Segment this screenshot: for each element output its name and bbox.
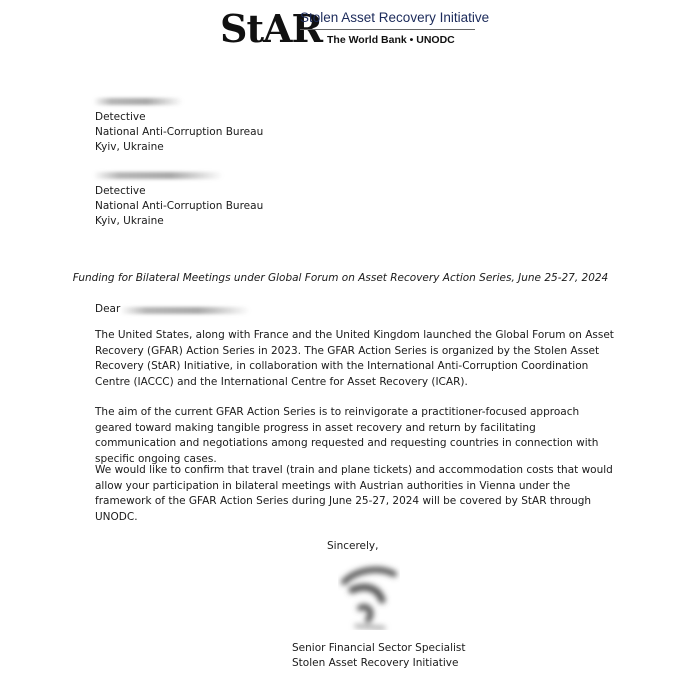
redacted-name-2 (93, 172, 223, 179)
recipient-block-2 (95, 184, 263, 229)
recipient-org: National Anti-Corruption Bureau (95, 126, 264, 138)
recipient-location: Kyiv, Ukraine (95, 215, 164, 227)
recipient-block-1 (95, 110, 263, 155)
org-name: Stolen Asset Recovery Initiative (300, 10, 490, 25)
letter-subject: Funding for Bilateral Meetings under Global Forum on Asset Recovery Action Series, June 25-27, 2024 (72, 272, 609, 284)
partner-orgs: The World Bank • UNODC (327, 34, 455, 46)
recipient-title: Detective (95, 185, 146, 197)
recipient-title: Detective (95, 111, 146, 123)
recipient-location: Kyiv, Ukraine (95, 141, 164, 153)
signer-title: Senior Financial Sector Specialist (292, 642, 466, 654)
recipient-org: National Anti-Corruption Bureau (95, 200, 264, 212)
blurred-signature (338, 560, 400, 630)
star-logo: StAR (220, 6, 323, 51)
letterhead (220, 6, 490, 56)
signer-block (292, 641, 466, 671)
closing: Sincerely, (327, 540, 379, 552)
body-paragraph: We would like to confirm that travel (train and plane tickets) and accommodation costs that would allow your participation in bilateral meetings with Austrian authorities in Vienna under the framework of the GFAR Action Series during June 25-27, 2024 will be covered by StAR through UNODC. (95, 464, 613, 523)
body-paragraph: The United States, along with France and the United Kingdom launched the Global Forum on Asset Recovery (GFAR) Action Series in 2023. The GFAR Action Series is organized by the Stolen Asset Recovery (StAR) Initiative, in collaboration with the International Anti-Corruption Coordination Centre (IACCC) and the International Centre for Asset Recovery (ICAR). (95, 329, 614, 388)
redacted-salutation-name (120, 307, 250, 314)
salutation: Dear (95, 303, 121, 315)
redacted-name-1 (93, 98, 183, 105)
signer-org: Stolen Asset Recovery Initiative (292, 657, 459, 669)
letterhead-divider (300, 29, 475, 30)
body-paragraph: The aim of the current GFAR Action Series is to reinvigorate a practitioner-focused approach geared toward making tangible progress in asset recovery and return by facilitating communication and negotiations among requested and requesting countries in connection with specific ongoing cases. (95, 406, 599, 465)
